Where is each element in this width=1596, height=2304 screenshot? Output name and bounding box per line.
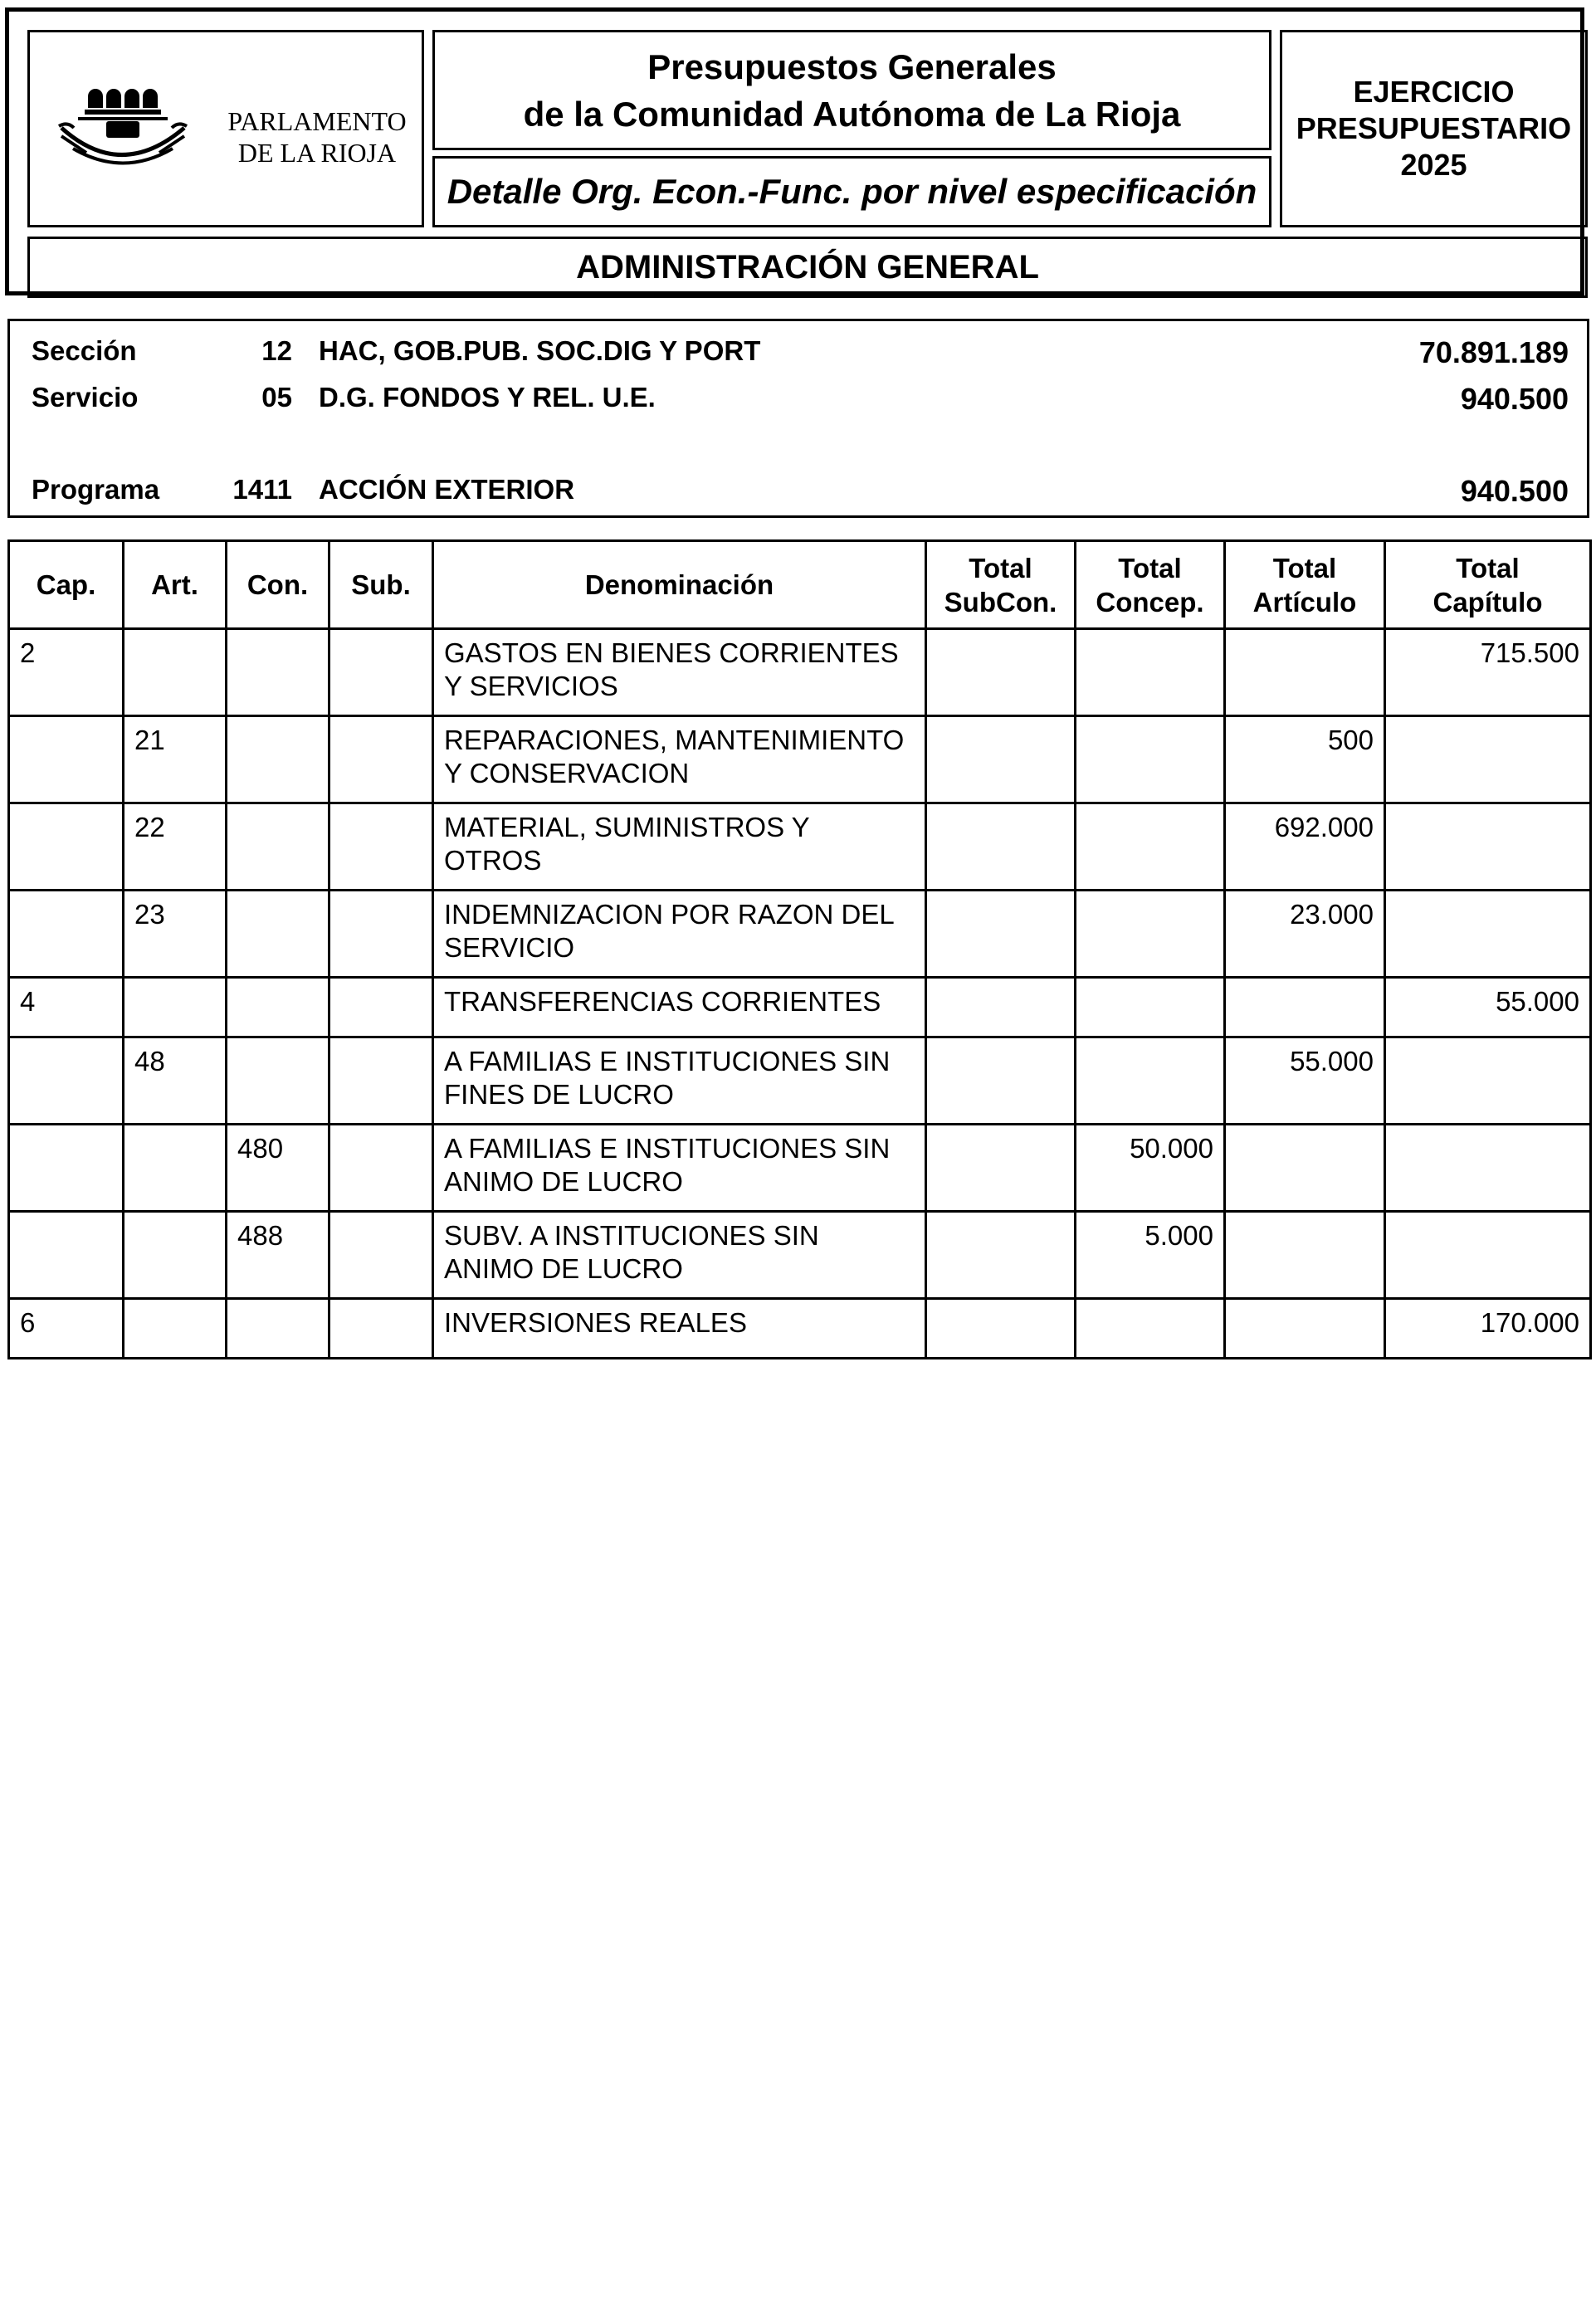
cell-cap: [9, 1125, 124, 1212]
servicio-row: [10, 382, 1587, 415]
cell-den: [433, 1299, 926, 1359]
hdr-articulo-1: Total: [1272, 552, 1337, 583]
denominacion-line: SUBV. A INSTITUCIONES SIN: [444, 1220, 819, 1251]
cell-capitulo: [1385, 891, 1591, 978]
cell-con: 488: [227, 1212, 329, 1299]
cell-sub: [329, 1299, 433, 1359]
cell-subcon: [926, 716, 1076, 803]
col-con: Con.: [227, 541, 329, 629]
cell-subcon: [926, 1037, 1076, 1125]
table-row: [9, 716, 1591, 803]
denominacion-line: OTROS: [444, 845, 542, 876]
programa-code: 1411: [232, 474, 292, 505]
cell-subcon: [926, 1212, 1076, 1299]
cell-articulo: 23.000: [1225, 891, 1385, 978]
col-art: Art.: [124, 541, 227, 629]
cell-subcon: [926, 1299, 1076, 1359]
col-total-concep: [1076, 541, 1225, 629]
table-row: [9, 1037, 1591, 1125]
cell-art: [124, 1299, 227, 1359]
year-label-2: PRESUPUESTARIO: [1296, 111, 1572, 145]
cell-art: 23: [124, 891, 227, 978]
cell-den: [433, 716, 926, 803]
seccion-desc: HAC, GOB.PUB. SOC.DIG Y PORT: [319, 335, 761, 366]
table-row: [9, 1299, 1591, 1359]
denominacion-line: TRANSFERENCIAS CORRIENTES: [444, 986, 881, 1017]
cell-subcon: [926, 1125, 1076, 1212]
servicio-amount: 940.500: [1460, 382, 1569, 416]
cell-concep: [1076, 716, 1225, 803]
cell-cap: [9, 803, 124, 891]
hdr-subcon-2: SubCon.: [944, 586, 1057, 617]
servicio-desc: D.G. FONDOS Y REL. U.E.: [319, 382, 656, 412]
cell-con: [227, 891, 329, 978]
denominacion-line: GASTOS EN BIENES CORRIENTES: [444, 637, 899, 668]
cell-cap: 4: [9, 978, 124, 1037]
denominacion-line: FINES DE LUCRO: [444, 1079, 674, 1110]
denominacion-line: MATERIAL, SUMINISTROS Y: [444, 812, 810, 842]
cell-articulo: 55.000: [1225, 1037, 1385, 1125]
table-header-row: [9, 541, 1591, 629]
table-row: [9, 1212, 1591, 1299]
col-total-capitulo: [1385, 541, 1591, 629]
cell-art: [124, 1212, 227, 1299]
table-row: [9, 629, 1591, 716]
cell-art: 22: [124, 803, 227, 891]
cell-cap: [9, 891, 124, 978]
fiscal-year-box: [1280, 30, 1588, 227]
cell-cap: [9, 1037, 124, 1125]
year-value: 2025: [1400, 148, 1467, 182]
cell-den: [433, 629, 926, 716]
cell-concep: [1076, 629, 1225, 716]
denominacion-line: INVERSIONES REALES: [444, 1307, 747, 1338]
cell-den: [433, 1037, 926, 1125]
budget-table: [7, 539, 1592, 1359]
document-title: [432, 30, 1271, 150]
cell-articulo: [1225, 1299, 1385, 1359]
cell-sub: [329, 803, 433, 891]
cell-sub: [329, 629, 433, 716]
cell-articulo: [1225, 1212, 1385, 1299]
denominacion-line: Y SERVICIOS: [444, 671, 618, 701]
hdr-subcon-1: Total: [969, 552, 1032, 583]
hdr-concep-1: Total: [1118, 552, 1182, 583]
cell-art: [124, 1125, 227, 1212]
year-label-1: EJERCICIO: [1353, 75, 1515, 109]
table-row: [9, 1125, 1591, 1212]
cell-den: [433, 1212, 926, 1299]
cell-articulo: [1225, 978, 1385, 1037]
cell-cap: 6: [9, 1299, 124, 1359]
cell-con: [227, 803, 329, 891]
table-row: [9, 803, 1591, 891]
cell-con: [227, 978, 329, 1037]
seccion-code: 12: [261, 335, 292, 366]
denominacion-line: A FAMILIAS E INSTITUCIONES SIN: [444, 1046, 891, 1076]
hdr-articulo-2: Artículo: [1252, 586, 1357, 617]
denominacion-line: Y CONSERVACION: [444, 758, 690, 788]
hdr-concep-2: Concep.: [1096, 586, 1204, 617]
denominacion-line: A FAMILIAS E INSTITUCIONES SIN: [444, 1133, 891, 1164]
cell-capitulo: [1385, 1125, 1591, 1212]
programa-label: Programa: [32, 474, 160, 505]
cell-sub: [329, 1212, 433, 1299]
cell-den: [433, 891, 926, 978]
cell-concep: [1076, 1037, 1225, 1125]
hdr-capitulo-1: Total: [1456, 552, 1520, 583]
cell-capitulo: 55.000: [1385, 978, 1591, 1037]
cell-capitulo: 715.500: [1385, 629, 1591, 716]
cell-art: [124, 629, 227, 716]
programa-desc: ACCIÓN EXTERIOR: [319, 474, 575, 505]
cell-con: [227, 1037, 329, 1125]
hdr-capitulo-2: Capítulo: [1432, 586, 1543, 617]
col-total-subcon: [926, 541, 1076, 629]
cell-cap: 2: [9, 629, 124, 716]
cell-subcon: [926, 891, 1076, 978]
cell-capitulo: 170.000: [1385, 1299, 1591, 1359]
cell-sub: [329, 716, 433, 803]
title-line-1: Presupuestos Generales: [647, 46, 1057, 86]
programa-row: [10, 474, 1587, 507]
header-frame: [5, 7, 1584, 295]
col-total-articulo: [1225, 541, 1385, 629]
servicio-code: 05: [261, 382, 292, 412]
denominacion-line: ANIMO DE LUCRO: [444, 1253, 683, 1284]
subtitle-text: Detalle Org. Econ.-Func. por nivel especificación: [447, 172, 1257, 211]
table-row: [9, 891, 1591, 978]
col-sub: Sub.: [329, 541, 433, 629]
cell-sub: [329, 1125, 433, 1212]
logo-box: [27, 30, 424, 227]
cell-capitulo: [1385, 716, 1591, 803]
parlamento-logo-icon: [55, 70, 212, 178]
denominacion-line: ANIMO DE LUCRO: [444, 1166, 683, 1197]
cell-capitulo: [1385, 1212, 1591, 1299]
admin-text: ADMINISTRACIÓN GENERAL: [576, 248, 1039, 286]
denominacion-line: REPARACIONES, MANTENIMIENTO: [444, 725, 905, 755]
cell-articulo: [1225, 629, 1385, 716]
admin-banner: [27, 237, 1588, 298]
servicio-label: Servicio: [32, 382, 139, 412]
table-row: [9, 978, 1591, 1037]
document-subtitle: [432, 156, 1271, 227]
col-cap: Cap.: [9, 541, 124, 629]
cell-sub: [329, 1037, 433, 1125]
cell-den: [433, 978, 926, 1037]
cell-con: 480: [227, 1125, 329, 1212]
logo-text-line-1: PARLAMENTO: [227, 106, 407, 136]
cell-sub: [329, 978, 433, 1037]
seccion-row: [10, 335, 1587, 369]
cell-con: [227, 1299, 329, 1359]
cell-sub: [329, 891, 433, 978]
cell-cap: [9, 1212, 124, 1299]
cell-concep: 5.000: [1076, 1212, 1225, 1299]
denominacion-line: SERVICIO: [444, 932, 575, 963]
seccion-amount: 70.891.189: [1418, 335, 1569, 369]
title-line-2: de la Comunidad Autónoma de La Rioja: [523, 94, 1181, 134]
seccion-label: Sección: [32, 335, 137, 366]
cell-concep: [1076, 978, 1225, 1037]
denominacion-line: INDEMNIZACION POR RAZON DEL: [444, 899, 895, 930]
cell-capitulo: [1385, 803, 1591, 891]
logo-text-line-2: DE LA RIOJA: [237, 138, 397, 168]
cell-con: [227, 629, 329, 716]
cell-capitulo: [1385, 1037, 1591, 1125]
cell-den: [433, 803, 926, 891]
cell-concep: [1076, 803, 1225, 891]
programa-amount: 940.500: [1460, 474, 1569, 508]
cell-concep: [1076, 1299, 1225, 1359]
cell-art: 48: [124, 1037, 227, 1125]
cell-art: [124, 978, 227, 1037]
cell-concep: 50.000: [1076, 1125, 1225, 1212]
cell-subcon: [926, 803, 1076, 891]
cell-subcon: [926, 629, 1076, 716]
parlamento-name: [209, 105, 425, 168]
cell-subcon: [926, 978, 1076, 1037]
cell-den: [433, 1125, 926, 1212]
section-info: [7, 319, 1589, 518]
cell-articulo: [1225, 1125, 1385, 1212]
cell-concep: [1076, 891, 1225, 978]
col-denominacion: Denominación: [433, 541, 926, 629]
cell-articulo: 500: [1225, 716, 1385, 803]
cell-art: 21: [124, 716, 227, 803]
cell-con: [227, 716, 329, 803]
cell-cap: [9, 716, 124, 803]
cell-articulo: 692.000: [1225, 803, 1385, 891]
